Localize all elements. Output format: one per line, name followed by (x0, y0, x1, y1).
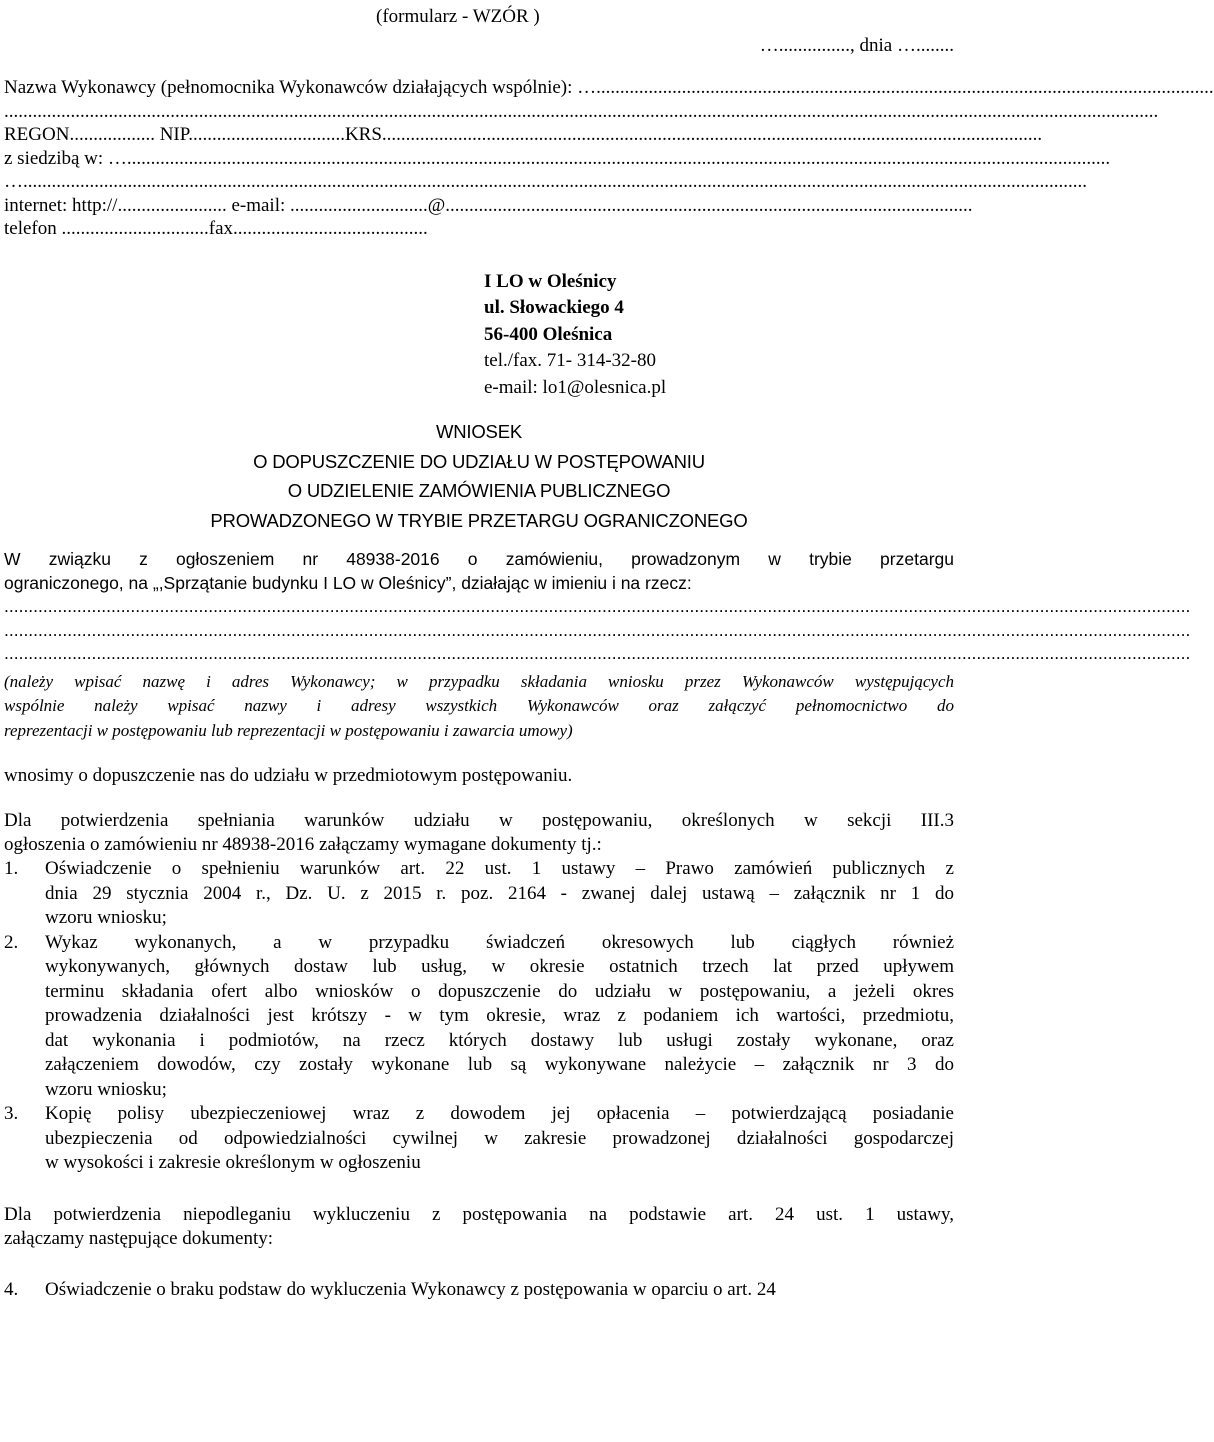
list-item-line: Oświadczenie o braku podstaw do wykluczenia Wykonawcy z postępowania w oparciu o art. 24 (45, 1278, 776, 1300)
contractor-name-continuation: ................................................................................................................................................................................................................................................... (4, 100, 1159, 122)
exclusion-paragraph (4, 1203, 954, 1251)
conditions-line-2: ogłoszenia o zamówieniu nr 48938-2016 załączamy wymagane dokumenty tj.: (4, 834, 602, 855)
list-item-line: dnia 29 stycznia 2004 r., Dz. U. z 2015 r. poz. 2164 - zwanej dalej ustawą – załącznik nr 1 do (45, 882, 954, 904)
note-line-2: wspólnie należy wpisać nazwy i adresy wszystkich Wykonawców oraz załączyć pełnomocnictwo do (4, 696, 954, 715)
list-item-line: Wykaz wykonanych, a w przypadku świadczeń okresowych lub ciągłych również (45, 931, 954, 953)
list-item-line: w wysokości i zakresie określonym w ogłoszeniu (45, 1152, 421, 1173)
document-page (4, 4, 1214, 1302)
exclusion-line-1: Dla potwierdzenia niepodleganiu wykluczeniu z postępowania na podstawie art. 24 ust. 1 ustawy, (4, 1203, 954, 1225)
list-item (4, 931, 954, 1103)
heading-title: WNIOSEK (436, 421, 522, 442)
heading-line-2: O UDZIELENIE ZAMÓWIENIA PUBLICZNEGO (287, 480, 671, 501)
list-item-line: Kopię polisy ubezpieczeniowej wraz z dowodem jej opłacenia – potwierdzającą posiadanie (45, 1103, 954, 1124)
request-statement: wnosimy o dopuszczenie nas do udziału w przedmiotowym postępowaniu. (4, 765, 573, 786)
list-item (4, 857, 954, 931)
list-item-number: 4. (4, 1278, 19, 1300)
intro-line-1: W związku z ogłoszeniem nr 48938-2016 o zamówieniu, prowadzonym w trybie przetargu (4, 549, 954, 569)
form-title: (formularz - WZÓR ) (376, 6, 540, 27)
contractor-seat-continuation: …................................................................................................................................................................................................................................ (4, 171, 1087, 192)
contractor-name-line: Nazwa Wykonawcy (pełnomocnika Wykonawców działających wspólnie): ….................................................................................................................................. (4, 77, 1214, 98)
exclusion-line-2: załączamy następujące dokumenty: (4, 1227, 274, 1249)
fill-line-3: .................................................................................................................................................................................................................................................... (4, 643, 1191, 663)
list-item-number: 1. (4, 858, 19, 879)
exclusion-documents-list (4, 1278, 954, 1303)
list-item-line: wzoru wniosku; (45, 907, 167, 928)
list-item (4, 1102, 954, 1176)
contractor-internet-line: internet: http://....................... e-mail: .............................@............................................................................................................... (4, 194, 973, 216)
recipient-city: 56-400 Oleśnica (484, 323, 613, 345)
document-heading (4, 417, 954, 535)
list-item-line: ubezpieczenia od odpowiedzialności cywilnej w zakresie prowadzonej działalności gospodarczej (45, 1127, 954, 1149)
list-item-line: wzoru wniosku; (45, 1078, 167, 1100)
list-item-line: prowadzenia działalności jest krótszy - w tym okresie, wraz z podaniem ich wartości, przedmiotu, (45, 1005, 954, 1026)
recipient-address (484, 269, 954, 402)
note-line-3: reprezentacji w postępowaniu lub reprezentacji w postępowaniu i zawarcia umowy) (4, 720, 573, 740)
recipient-phone: tel./fax. 71- 314-32-80 (484, 350, 657, 371)
contractor-registry-line: REGON.................. NIP.................................KRS........................................................................................................................................... (4, 124, 1043, 145)
list-item-number: 2. (4, 931, 19, 953)
list-item-line: dat wykonania i podmiotów, na rzecz których dostawy lub usługi zostały wykonane, oraz (45, 1029, 954, 1051)
fill-line-1: .................................................................................................................................................................................................................................................... (4, 596, 1191, 616)
recipient-street: ul. Słowackiego 4 (484, 297, 624, 318)
fill-line-2: .................................................................................................................................................................................................................................................... (4, 619, 1191, 640)
contractor-block (4, 76, 1214, 241)
list-item (4, 1278, 954, 1303)
list-item-line: wykonywanych, głównych dostaw lub usług, w okresie ostatnich trzech lat przed upływem (45, 956, 954, 977)
conditions-paragraph (4, 809, 954, 857)
list-item-line: Oświadczenie o spełnieniu warunków art. 22 ust. 1 ustawy – Prawo zamówień publicznych z (45, 858, 954, 879)
intro-line-2: ograniczonego, na „,Sprzątanie budynku I LO w Oleśnicy”, działając w imieniu i na rzecz: (4, 572, 692, 593)
list-item-number: 3. (4, 1103, 19, 1124)
contractor-seat-line: z siedzibą w: …............................................................................................................................................................................................................... (4, 147, 1111, 169)
list-item-line: załączeniem dowodów, czy zostały wykonane lub są wykonywane należycie – załącznik nr 3 do (45, 1054, 954, 1075)
heading-line-3: PROWADZONEGO W TRYBIE PRZETARGU OGRANICZONEGO (210, 509, 748, 531)
heading-line-1: O DOPUSZCZENIE DO UDZIAŁU W POSTĘPOWANIU (253, 450, 705, 472)
recipient-email: e-mail: lo1@olesnica.pl (484, 376, 667, 398)
note-line-1: (należy wpisać nazwę i adres Wykonawcy; w przypadku składania wniosku przez Wykonawców występujących (4, 671, 954, 691)
documents-list (4, 857, 954, 1176)
contractor-phone-line: telefon ...............................fax......................................... (4, 218, 428, 239)
instruction-note (4, 670, 954, 744)
intro-paragraph (4, 548, 1191, 666)
recipient-name: I LO w Oleśnicy (484, 270, 617, 292)
date-line: …..............., dnia …........ (759, 35, 954, 56)
list-item-line: terminu składania ofert albo wniosków o dopuszczenie do udziału w postępowaniu, a jeżeli okres (45, 980, 954, 1002)
conditions-line-1: Dla potwierdzenia spełniania warunków udziału w postępowaniu, określonych w sekcji III.3 (4, 810, 954, 831)
